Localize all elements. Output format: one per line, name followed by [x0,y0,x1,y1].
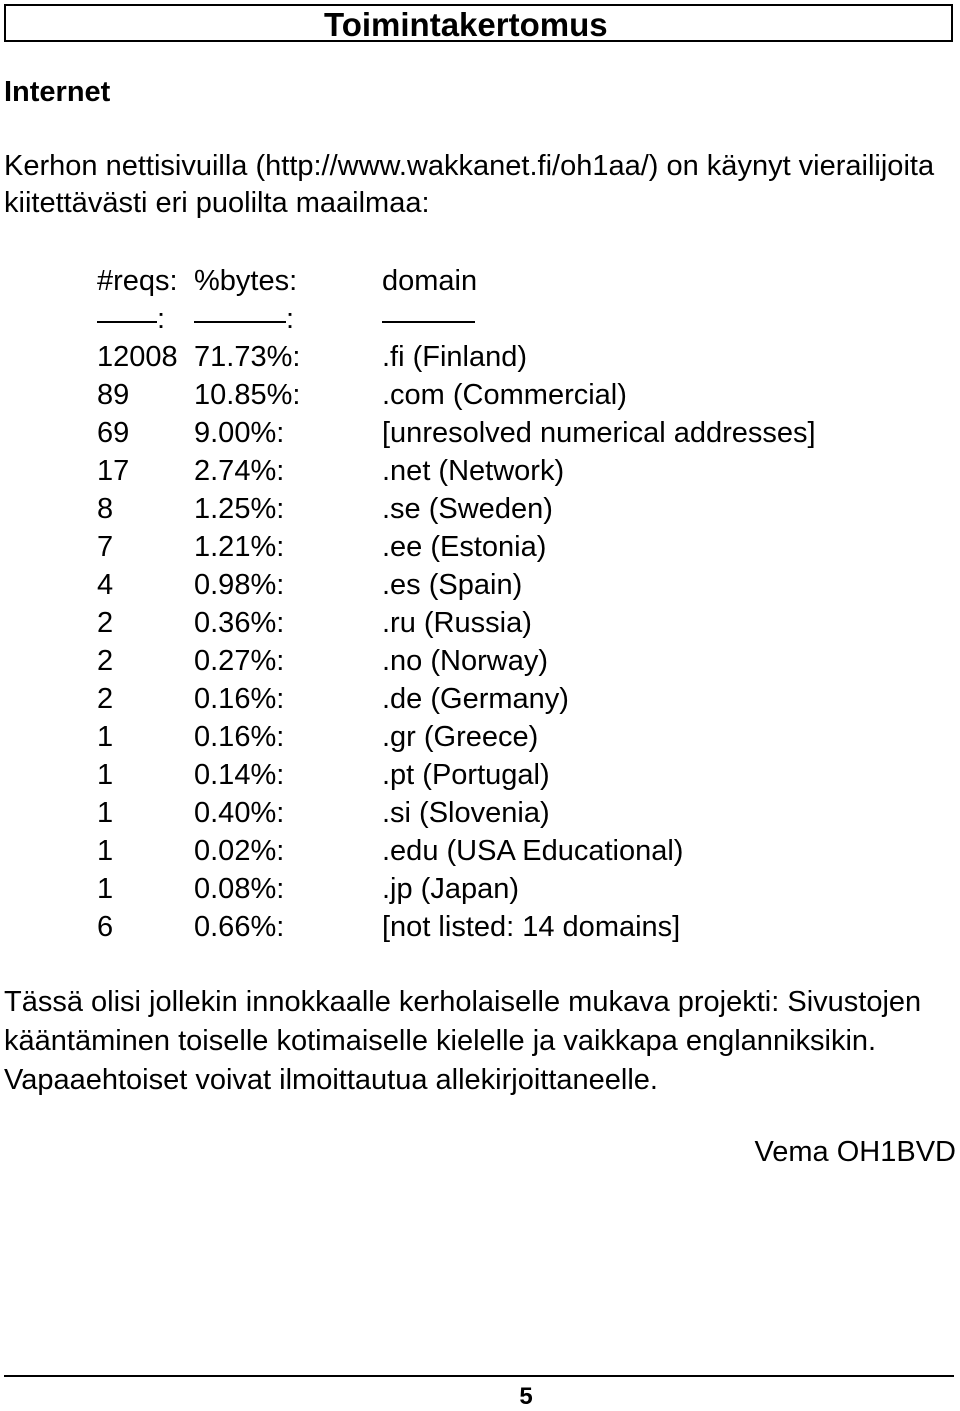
page-title: Toimintakertomus [324,6,608,43]
cell-reqs: 1 [97,835,114,867]
separator-reqs [97,300,194,338]
table-separator-row [97,300,816,338]
cell-domain: .gr (Greece) [382,721,539,753]
table-row [97,756,816,794]
table-row [97,718,816,756]
cell-bytes: 0.36%: [194,607,285,639]
cell-domain: .no (Norway) [382,645,548,677]
cell-reqs: 1 [97,721,114,753]
page-number: 5 [519,1383,533,1410]
domain-stats-table [97,262,816,946]
cell-bytes: 0.40%: [194,797,285,829]
cell-reqs: 1 [97,759,114,791]
cell-reqs: 69 [97,417,130,449]
separator-line [97,321,157,323]
cell-domain: .es (Spain) [382,569,523,601]
cell-bytes: 0.66%: [194,911,285,943]
table-row [97,642,816,680]
cell-bytes: 0.14%: [194,759,285,791]
cell-domain: .ru (Russia) [382,607,532,639]
table-row [97,490,816,528]
cell-reqs: 6 [97,911,114,943]
table-row [97,908,816,946]
header-box [4,4,953,42]
header-domain: domain [382,265,478,297]
footer-divider [4,1375,954,1377]
cell-domain: .ee (Estonia) [382,531,547,563]
cell-domain: [unresolved numerical addresses] [382,417,816,449]
cell-bytes: 0.02%: [194,835,285,867]
table-row [97,794,816,832]
cell-reqs: 12008 [97,341,178,373]
intro-paragraph: Kerhon nettisivuilla (http://www.wakkanet.fi/oh1aa/) on käynyt vierailijoita kiitettävästi eri puolilta maailmaa: [4,150,935,219]
section-heading: Internet [4,76,111,108]
cell-domain: .si (Slovenia) [382,797,550,829]
table-row [97,452,816,490]
table-row [97,414,816,452]
cell-bytes: 0.27%: [194,645,285,677]
cell-domain: .jp (Japan) [382,873,520,905]
cell-bytes: 1.25%: [194,493,285,525]
cell-domain: .edu (USA Educational) [382,835,684,867]
table-row [97,604,816,642]
cell-reqs: 2 [97,645,114,677]
cell-reqs: 1 [97,797,114,829]
cell-bytes: 2.74%: [194,455,285,487]
cell-reqs: 8 [97,493,114,525]
cell-domain: .net (Network) [382,455,565,487]
cell-bytes: 1.21%: [194,531,285,563]
cell-bytes: 0.08%: [194,873,285,905]
cell-reqs: 4 [97,569,114,601]
table-row [97,870,816,908]
cell-domain: .se (Sweden) [382,493,553,525]
table-header-row [97,262,816,300]
cell-reqs: 2 [97,607,114,639]
signature: Vema OH1BVD [754,1136,956,1168]
cell-reqs: 2 [97,683,114,715]
cell-bytes: 71.73%: [194,341,301,373]
separator-line [194,321,286,323]
header-reqs: #reqs: [97,265,178,297]
separator-bytes [194,300,382,338]
table-row [97,680,816,718]
cell-domain: .de (Germany) [382,683,569,715]
table-row [97,376,816,414]
cell-reqs: 1 [97,873,114,905]
cell-domain: [not listed: 14 domains] [382,911,681,943]
cell-reqs: 89 [97,379,130,411]
closing-paragraph: Tässä olisi jollekin innokkaalle kerholaiselle mukava projekti: Sivustojen kääntäminen toiselle kotimaiselle kielelle ja vaikkapa englanniksikin. Vapaaehtoiset voivat ilmoittautua allekirjoittaneelle. [4,986,922,1096]
cell-bytes: 9.00%: [194,417,285,449]
cell-domain: .com (Commercial) [382,379,627,411]
separator-domain [382,300,816,338]
table-row [97,566,816,604]
separator-colon: : [286,303,295,335]
table-row [97,528,816,566]
cell-bytes: 10.85%: [194,379,301,411]
cell-domain: .pt (Portugal) [382,759,550,791]
cell-bytes: 0.98%: [194,569,285,601]
cell-reqs: 7 [97,531,114,563]
separator-line [382,321,475,323]
cell-bytes: 0.16%: [194,683,285,715]
table-row [97,832,816,870]
cell-bytes: 0.16%: [194,721,285,753]
header-bytes: %bytes: [194,265,298,297]
cell-domain: .fi (Finland) [382,341,528,373]
table-row [97,338,816,376]
separator-colon: : [157,303,166,335]
cell-reqs: 17 [97,455,130,487]
